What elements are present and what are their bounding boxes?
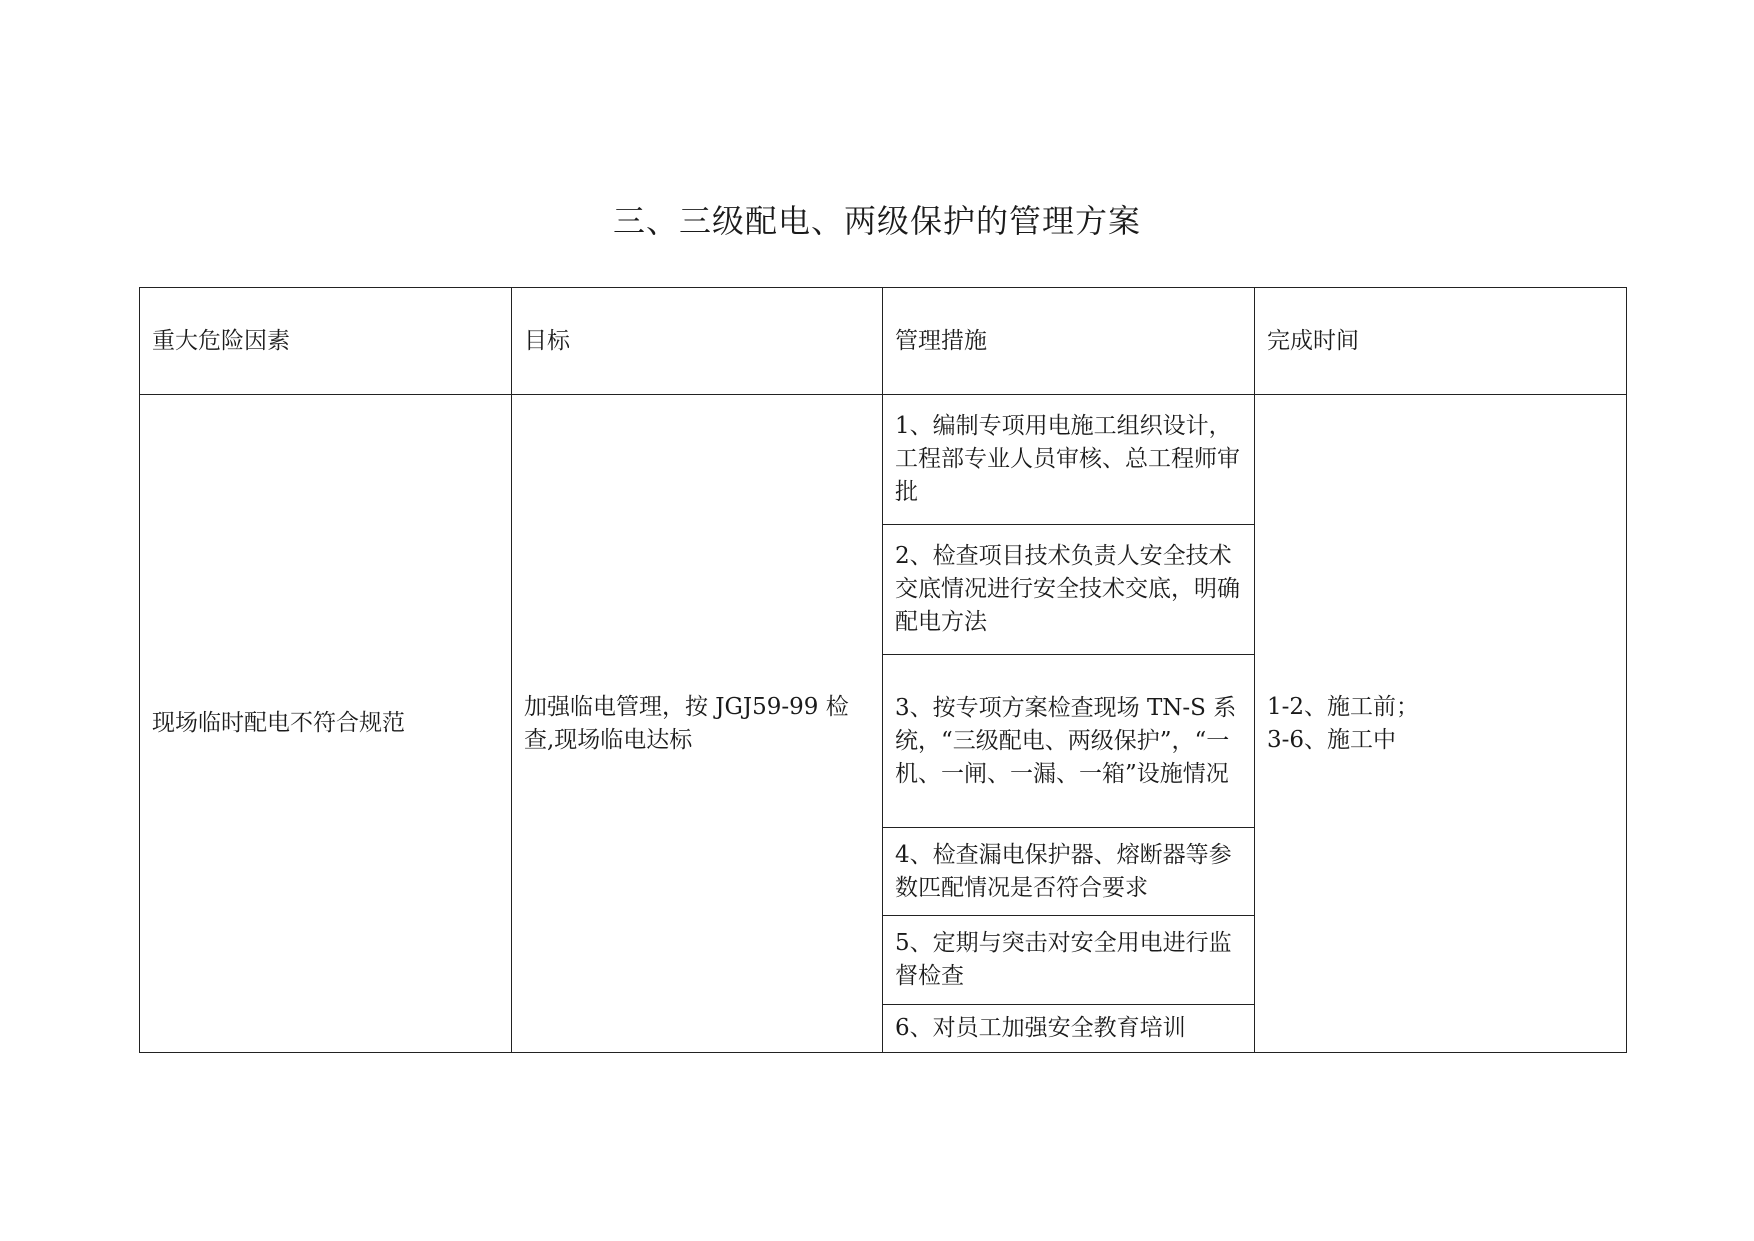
measure-cell-5: 5、定期与突击对安全用电进行监督检查 bbox=[883, 916, 1255, 1005]
page-title: 三、三级配电、两级保护的管理方案 bbox=[612, 202, 1141, 240]
header-completion: 完成时间 bbox=[1255, 288, 1627, 395]
measure-cell-1: 1、编制专项用电施工组织设计，工程部专业人员审核、总工程师审批 bbox=[883, 395, 1255, 525]
measure-cell-3: 3、按专项方案检查现场 TN-S 系统，“三级配电、两级保护”，“一机、一闸、一漏、一箱”设施情况 bbox=[883, 655, 1255, 828]
measure-cell-2: 2、检查项目技术负责人安全技术交底情况进行安全技术交底，明确配电方法 bbox=[883, 525, 1255, 655]
management-plan-table bbox=[139, 287, 1627, 1053]
completion-cell bbox=[1255, 395, 1627, 1053]
hazard-cell: 现场临时配电不符合规范 bbox=[140, 395, 512, 1053]
measure-cell-6: 6、对员工加强安全教育培训 bbox=[883, 1005, 1255, 1053]
table-header-row bbox=[140, 288, 1627, 395]
header-goal: 目标 bbox=[512, 288, 883, 395]
table-row bbox=[140, 395, 1627, 525]
goal-cell: 加强临电管理，按 JGJ59-99 检查,现场临电达标 bbox=[512, 395, 883, 1053]
header-measures: 管理措施 bbox=[883, 288, 1255, 395]
header-hazard: 重大危险因素 bbox=[140, 288, 512, 395]
completion-line-2: 3-6、施工中 bbox=[1267, 726, 1397, 753]
completion-line-1: 1-2、施工前； bbox=[1267, 693, 1420, 720]
measure-cell-4: 4、检查漏电保护器、熔断器等参数匹配情况是否符合要求 bbox=[883, 828, 1255, 916]
